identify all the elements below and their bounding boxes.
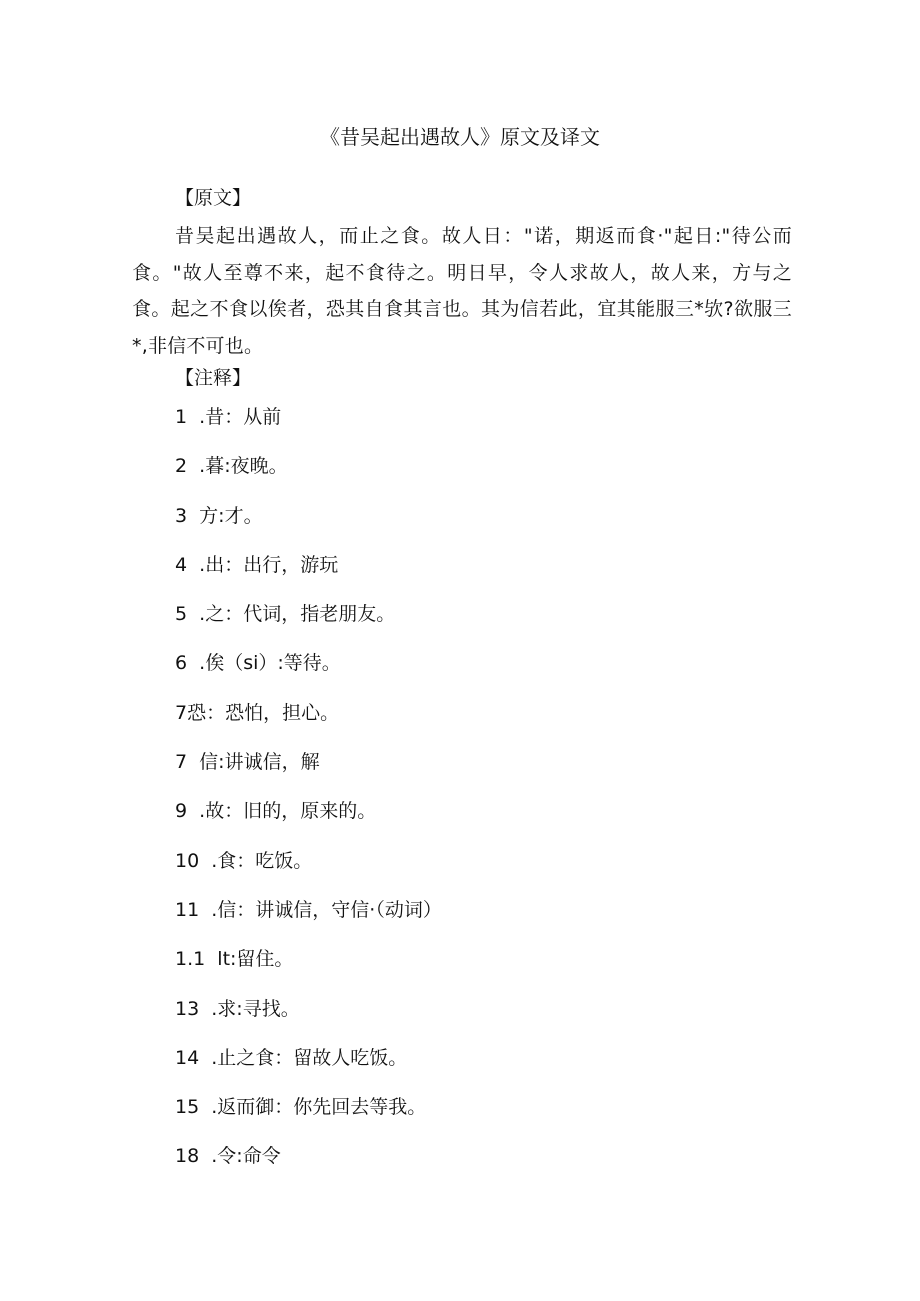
notes-heading: 【注释】 [175, 367, 252, 389]
note-item: 2 .暮:夜晚。 [175, 455, 288, 478]
note-item: 1 .昔：从前 [175, 406, 282, 428]
note-item: 18 .令:命令 [175, 1145, 281, 1168]
note-item: 4 .出：出行，游玩 [175, 553, 339, 576]
note-item: 14 .止之食：留故人吃饭。 [175, 1046, 408, 1069]
note-item: 13 .求:寻找。 [175, 997, 300, 1020]
note-item: 3 方:才。 [175, 504, 263, 527]
original-text: 昔吴起出遇故人，而止之食。故人日："诺，期返而食·"起日:"待公而食。"故人至尊不来，起不食待之。明日早，令人求故人，故人来，方与之食。起之不食以俟者，恐其自食其言也。其为信若此，宜其能服三*欤?欲服三*,非信不可也。 [132, 225, 792, 357]
original-heading: 【原文】 [175, 187, 252, 209]
note-item: 7恐：恐怕，担心。 [175, 701, 340, 724]
note-item: 1.1 lt:留住。 [175, 948, 294, 971]
note-item: 7 信:讲诚信，解 [175, 751, 320, 774]
note-item: 6 .俟（si）:等待。 [175, 652, 341, 675]
note-item: 15 .返而御：你先回去等我。 [175, 1096, 427, 1119]
note-item: 9 .故：旧的，原来的。 [175, 800, 377, 823]
notes-list [175, 400, 442, 1189]
document-title: 《昔吴起出遇故人》原文及译文 [320, 125, 600, 149]
note-item: 5 .之：代词，指老朋友。 [175, 603, 396, 626]
note-item: 11 .信：讲诚信，守信·（动词） [175, 898, 442, 921]
note-item: 10 .食：吃饭。 [175, 849, 313, 872]
